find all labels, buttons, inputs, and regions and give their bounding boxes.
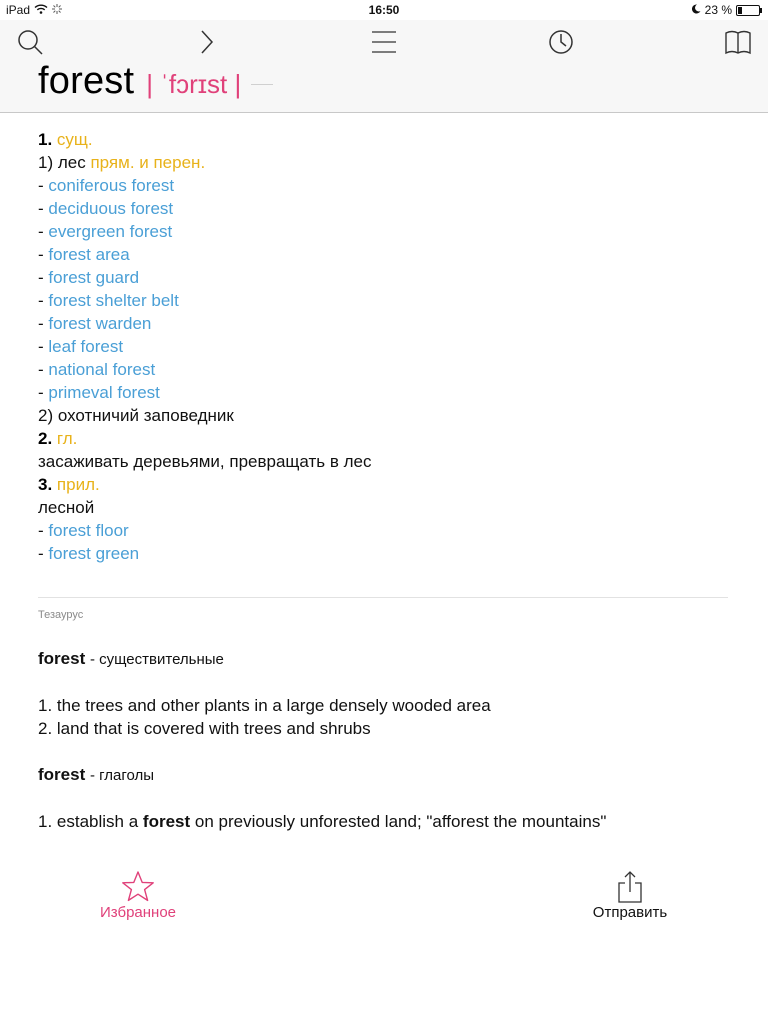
meaning-text: лесной [38,498,95,517]
sense-header [38,427,728,450]
favorite-button[interactable] [88,868,188,921]
phrase-item: - forest warden [38,314,152,333]
phrase-item: - forest shelter belt [38,291,179,310]
phrase-link[interactable]: coniferous forest [48,176,175,195]
pronunciation[interactable]: | ˈfɔrɪst | [146,69,242,99]
thesaurus-heading [38,647,728,671]
phrase-link[interactable]: deciduous forest [48,199,174,218]
phrase-link[interactable]: evergreen forest [48,222,173,241]
thesaurus-heading [38,763,728,787]
phrase-item: - forest area [38,245,130,264]
section-divider [38,597,728,598]
phrase-item: - leaf forest [38,337,124,356]
phrase-link[interactable]: primeval forest [48,383,160,402]
meaning-text: 1) лес [38,153,86,172]
phrase-item: - primeval forest [38,383,160,402]
phrase-link[interactable]: forest shelter belt [48,291,179,310]
sense-number: 2. [38,429,53,448]
part-of-speech: прил. [56,475,100,494]
phrase-item: - coniferous forest [38,176,175,195]
moon-icon [691,3,701,17]
phrase-item: - forest floor [38,521,129,540]
thesaurus-content [38,647,728,833]
phrase-link[interactable]: forest warden [48,314,152,333]
thesaurus-label: Тезаурус [38,609,84,621]
phrase-item: - national forest [38,360,156,379]
usage-note: прям. и перен. [90,153,206,172]
headword: forest [38,60,135,102]
status-bar [0,0,768,20]
battery-percent: 23 % [704,3,732,17]
definition-content [38,128,728,565]
meaning [38,151,728,174]
phrase-link[interactable]: national forest [48,360,156,379]
phrase-link[interactable]: forest guard [48,268,140,287]
phrase-link[interactable]: leaf forest [48,337,124,356]
phrase-item: - evergreen forest [38,222,173,241]
phrase-item: - forest green [38,544,140,563]
thesaurus-kind: - глаголы [89,767,155,784]
battery-icon [736,5,760,16]
toolbar [0,20,768,113]
thesaurus-kind: - существительные [89,651,224,668]
phrase-link[interactable]: forest area [48,245,130,264]
book-icon[interactable] [724,28,752,56]
meaning-text: 2) охотничий заповедник [38,406,234,425]
menu-icon[interactable] [370,28,398,56]
thesaurus-sense: 1. establish a forest on previously unforested land; "afforest the mountains" [38,812,607,831]
star-icon [88,868,188,904]
phrase-item: - deciduous forest [38,199,174,218]
phrase-item: - forest guard [38,268,140,287]
share-button[interactable] [580,868,680,921]
search-icon[interactable] [16,28,44,56]
sense-number: 1. [38,130,53,149]
sense-header [38,128,728,151]
part-of-speech: гл. [56,429,78,448]
pronunciation-divider [251,84,273,85]
headword-row [38,60,273,103]
meaning-text: засаживать деревьями, превращать в лес [38,452,372,471]
share-label: Отправить [592,904,668,921]
part-of-speech: сущ. [56,130,93,149]
device-name: iPad [6,3,31,17]
thesaurus-sense: 2. land that is covered with trees and shrubs [38,719,371,738]
thesaurus-word: forest [38,765,86,784]
forward-icon[interactable] [192,28,220,56]
thesaurus-sense: 1. the trees and other plants in a large densely wooded area [38,696,491,715]
sense-header [38,473,728,496]
phrase-link[interactable]: forest green [48,544,140,563]
share-icon [580,868,680,904]
clock: 16:50 [368,3,400,17]
thesaurus-word: forest [38,649,86,668]
sense-number: 3. [38,475,53,494]
phrase-link[interactable]: forest floor [48,521,129,540]
history-icon[interactable] [547,28,575,56]
favorite-label: Избранное [99,904,177,921]
